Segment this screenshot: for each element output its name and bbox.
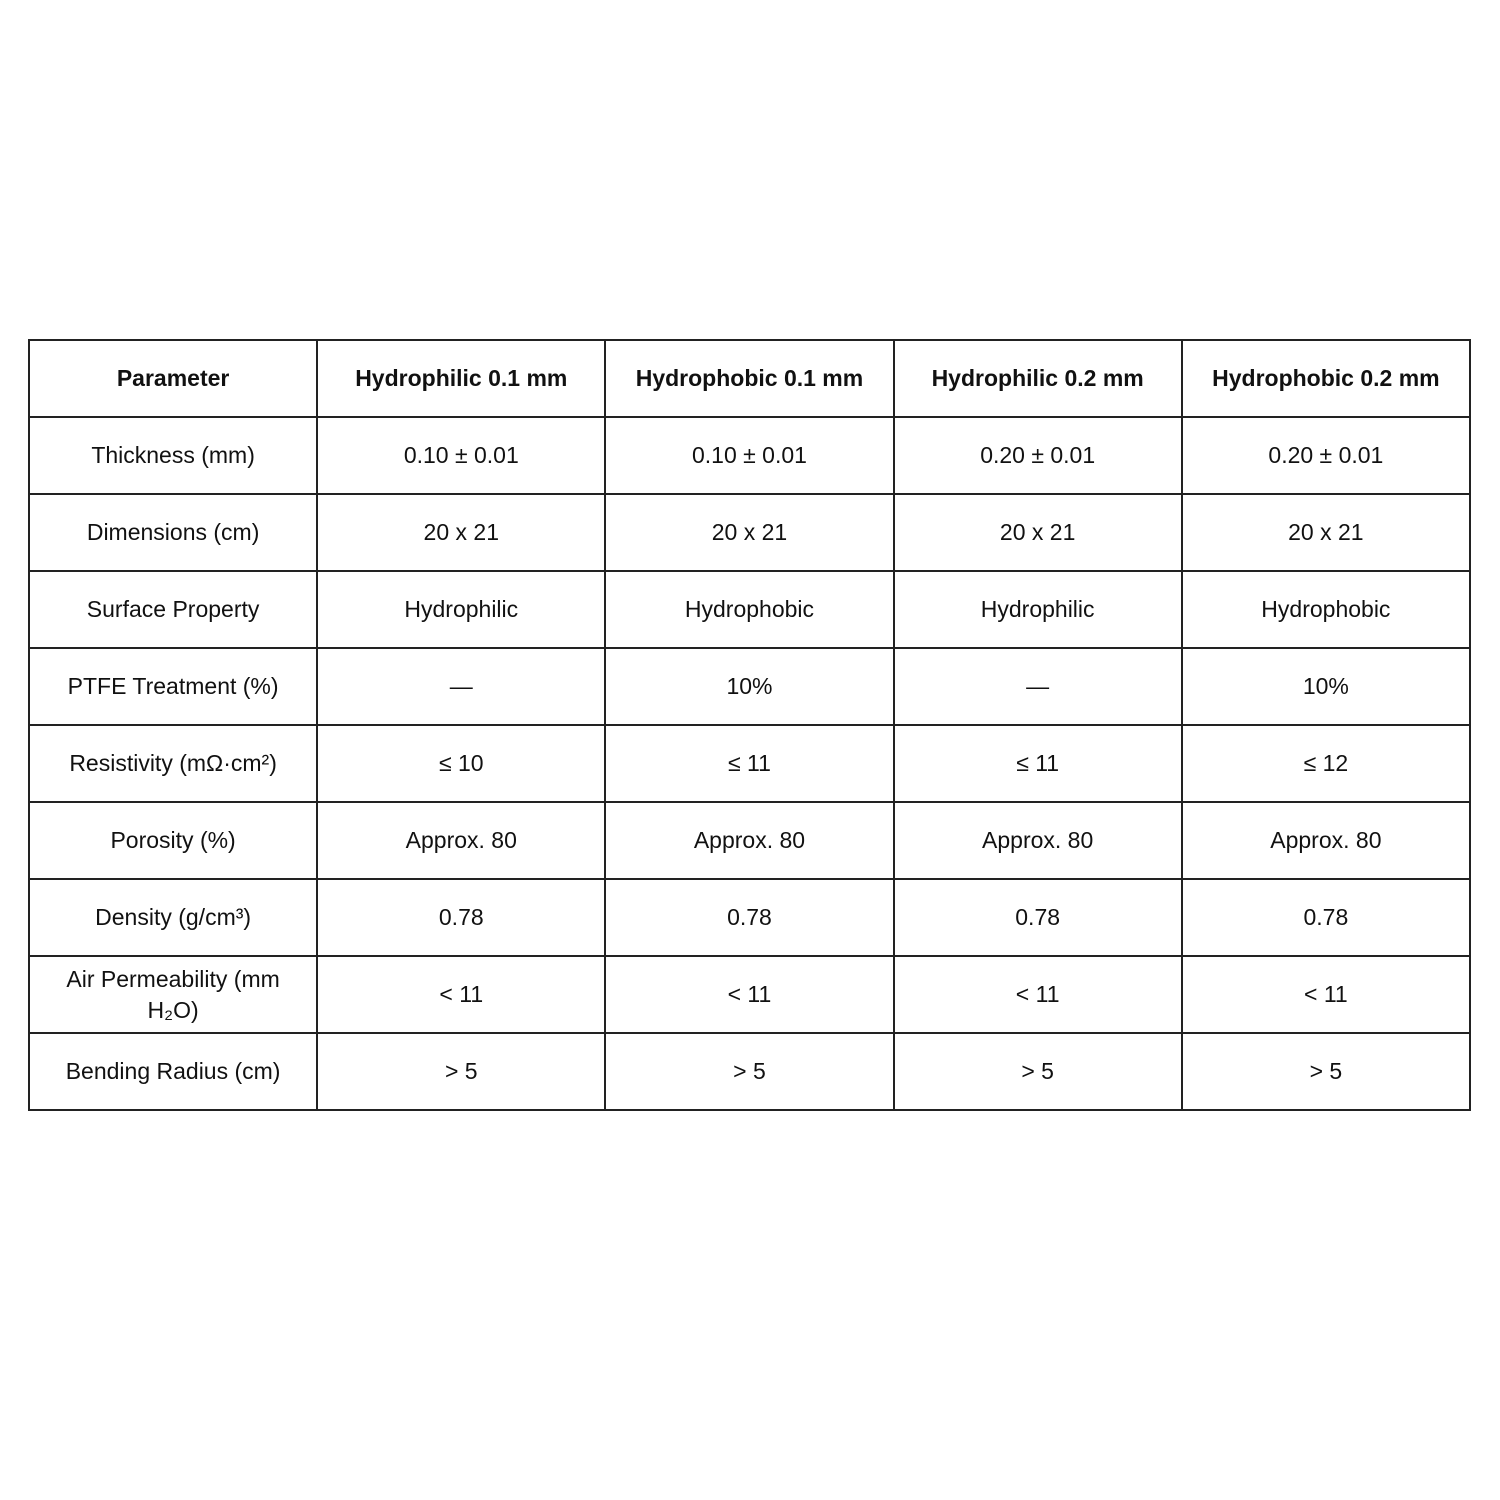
table-row	[29, 494, 1470, 571]
header-cell-parameter: Parameter	[29, 340, 317, 417]
spec-table	[28, 339, 1471, 1111]
value-cell: 0.78	[605, 879, 893, 956]
header-row	[29, 340, 1470, 417]
value-cell: ≤ 12	[1182, 725, 1470, 802]
value-cell: < 11	[1182, 956, 1470, 1033]
value-cell: > 5	[894, 1033, 1182, 1110]
param-cell: Porosity (%)	[29, 802, 317, 879]
table-row	[29, 802, 1470, 879]
table-row	[29, 879, 1470, 956]
param-cell: PTFE Treatment (%)	[29, 648, 317, 725]
param-cell: Bending Radius (cm)	[29, 1033, 317, 1110]
value-cell: Hydrophobic	[605, 571, 893, 648]
value-cell: —	[317, 648, 605, 725]
value-cell: Approx. 80	[894, 802, 1182, 879]
header-cell-hydrophobic-0.2: Hydrophobic 0.2 mm	[1182, 340, 1470, 417]
value-cell: 0.20 ± 0.01	[894, 417, 1182, 494]
value-cell: ≤ 10	[317, 725, 605, 802]
value-cell: ≤ 11	[894, 725, 1182, 802]
value-cell: 0.78	[317, 879, 605, 956]
value-cell: > 5	[605, 1033, 893, 1110]
value-cell: 20 x 21	[1182, 494, 1470, 571]
param-cell: Thickness (mm)	[29, 417, 317, 494]
value-cell: 20 x 21	[894, 494, 1182, 571]
value-cell: 10%	[605, 648, 893, 725]
value-cell: Approx. 80	[317, 802, 605, 879]
value-cell: 0.20 ± 0.01	[1182, 417, 1470, 494]
table-row	[29, 1033, 1470, 1110]
header-cell-hydrophobic-0.1: Hydrophobic 0.1 mm	[605, 340, 893, 417]
header-cell-hydrophilic-0.1: Hydrophilic 0.1 mm	[317, 340, 605, 417]
value-cell: 20 x 21	[317, 494, 605, 571]
value-cell: < 11	[605, 956, 893, 1033]
value-cell: Approx. 80	[605, 802, 893, 879]
value-cell: > 5	[1182, 1033, 1470, 1110]
value-cell: 0.10 ± 0.01	[605, 417, 893, 494]
value-cell: ≤ 11	[605, 725, 893, 802]
param-cell: Surface Property	[29, 571, 317, 648]
table-row	[29, 417, 1470, 494]
param-cell: Air Permeability (mm H₂O)	[29, 956, 317, 1033]
value-cell: 10%	[1182, 648, 1470, 725]
table-row	[29, 648, 1470, 725]
param-cell: Resistivity (mΩ·cm²)	[29, 725, 317, 802]
table-row	[29, 725, 1470, 802]
value-cell: < 11	[894, 956, 1182, 1033]
value-cell: 0.78	[1182, 879, 1470, 956]
value-cell: —	[894, 648, 1182, 725]
value-cell: 0.10 ± 0.01	[317, 417, 605, 494]
value-cell: Hydrophilic	[317, 571, 605, 648]
param-cell: Density (g/cm³)	[29, 879, 317, 956]
value-cell: Hydrophilic	[894, 571, 1182, 648]
value-cell: 0.78	[894, 879, 1182, 956]
value-cell: > 5	[317, 1033, 605, 1110]
header-cell-hydrophilic-0.2: Hydrophilic 0.2 mm	[894, 340, 1182, 417]
param-cell: Dimensions (cm)	[29, 494, 317, 571]
value-cell: < 11	[317, 956, 605, 1033]
value-cell: Hydrophobic	[1182, 571, 1470, 648]
value-cell: Approx. 80	[1182, 802, 1470, 879]
value-cell: 20 x 21	[605, 494, 893, 571]
table-row	[29, 571, 1470, 648]
table-row	[29, 956, 1470, 1033]
